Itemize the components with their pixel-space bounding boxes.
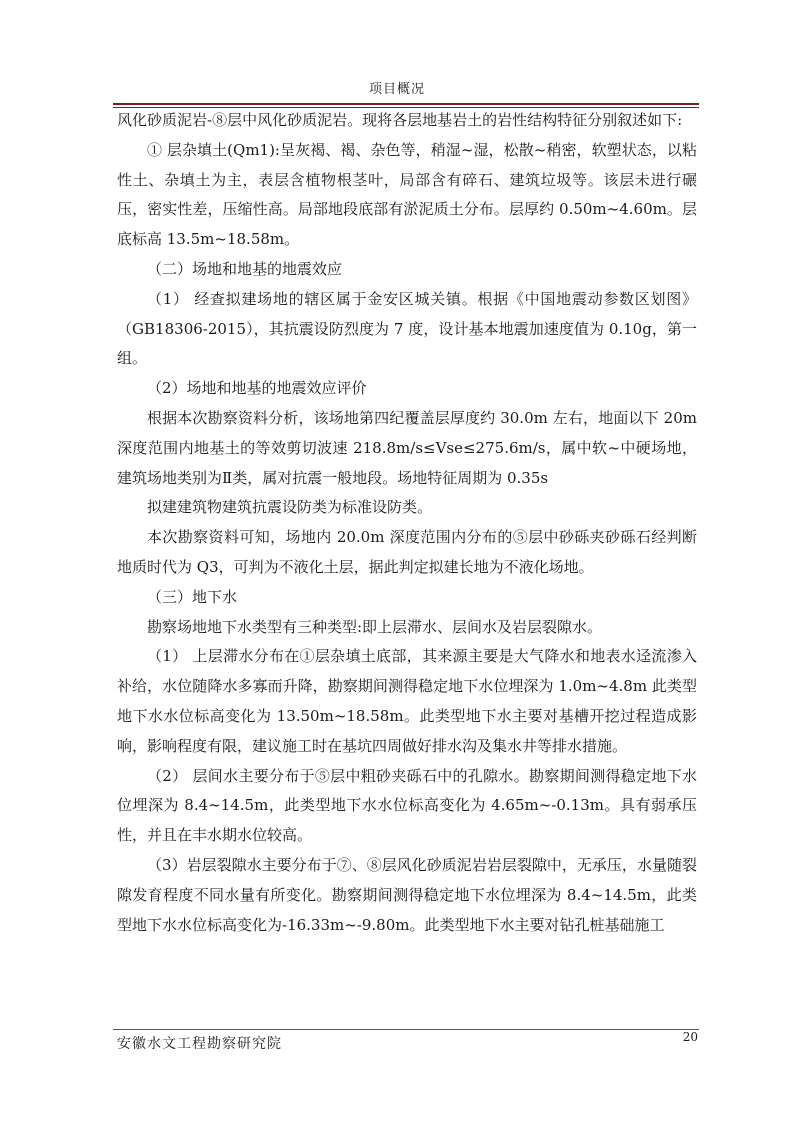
paragraph: 风化砂质泥岩-⑧层中风化砂质泥岩。现将各层地基岩土的岩性结构特征分别叙述如下: (117, 111, 683, 129)
section-heading: （二）场地和地基的地震效应 (147, 259, 343, 278)
footer-rule (113, 1029, 699, 1030)
running-header-title: 项目概况 (368, 82, 425, 97)
section-heading: （三）地下水 (147, 587, 238, 606)
paragraph: 根据本次勘察资料分析，该场地第四纪覆盖层厚度约 30.0m 左右，地面以下 20m 深度范围内地基土的等效剪切波速 218.8m/s≤Vse≤275.6m/s，属中软~中硬场地，建筑场地类别为Ⅱ类，属对抗震一般地段。场地特征周期为 0.35s (117, 408, 697, 487)
paragraph: ① 层杂填土(Qm1):呈灰褐、褐、杂色等，稍湿~湿，松散~稍密，软塑状态，以粘性土、杂填土为主，表层含植物根茎叶，局部含有碎石、建筑垃圾等。该层未进行碾压，密实性差，压缩性高。局部地段底部有淤泥质土分布。层厚约 0.50m~4.60m。层底标高 13.5m~18.58m。 (117, 140, 697, 249)
paragraph: 拟建建筑物建筑抗震设防类为标准设防类。 (147, 498, 433, 517)
page-number: 20 (682, 1030, 698, 1044)
paragraph: （3）岩层裂隙水主要分布于⑦、⑧层风化砂质泥岩岩层裂隙中，无承压，水量随裂隙发育程度不同水量有所变化。勘察期间测得稳定地下水位埋深为 8.4~14.5m，此类型地下水水位标高变化为-16.33m~-9.80m。此类型地下水主要对钻孔桩基础施工 (117, 855, 697, 934)
paragraph: 本次勘察资料可知，场地内 20.0m 深度范围内分布的⑤层中砂砾夹砂砾石经判断地质时代为 Q3，可判为不液化土层，据此判定拟建长地为不液化场地。 (117, 528, 697, 576)
paragraph: 勘察场地地下水类型有三种类型:即上层滞水、层间水及岩层裂隙水。 (147, 617, 603, 636)
paragraph: （1） 经查拟建场地的辖区属于金安区城关镇。根据《中国地震动参数区划图》（GB18306-2015），其抗震设防烈度为 7 度，设计基本地震加速度值为 0.10g，第一组。 (117, 289, 697, 368)
footer-organization: 安徽水文工程勘察研究院 (117, 1036, 282, 1052)
paragraph: （2） 层间水主要分布于⑤层中粗砂夹砾石中的孔隙水。勘察期间测得稳定地下水位埋深为 8.4~14.5m，此类型地下水水位标高变化为 4.65m~-0.13m。具有弱承压性，并且在丰水期水位较高。 (117, 766, 697, 845)
body-text (117, 106, 697, 940)
header-rule-thick (113, 103, 699, 105)
paragraph: （1） 上层滞水分布在①层杂填土底部，其来源主要是大气降水和地表水迳流渗入补给，水位随降水多寡而升降，勘察期间测得稳定地下水位埋深为 1.0m~4.8m 此类型地下水水位标高变化为 13.50m~18.58m。此类型地下水主要对基槽开挖过程造成影响，影响程度有限，建议施工时在基坑四周做好排水沟及集水井等排水措施。 (117, 647, 697, 755)
subsection-heading: （2）场地和地基的地震效应评价 (147, 379, 367, 398)
